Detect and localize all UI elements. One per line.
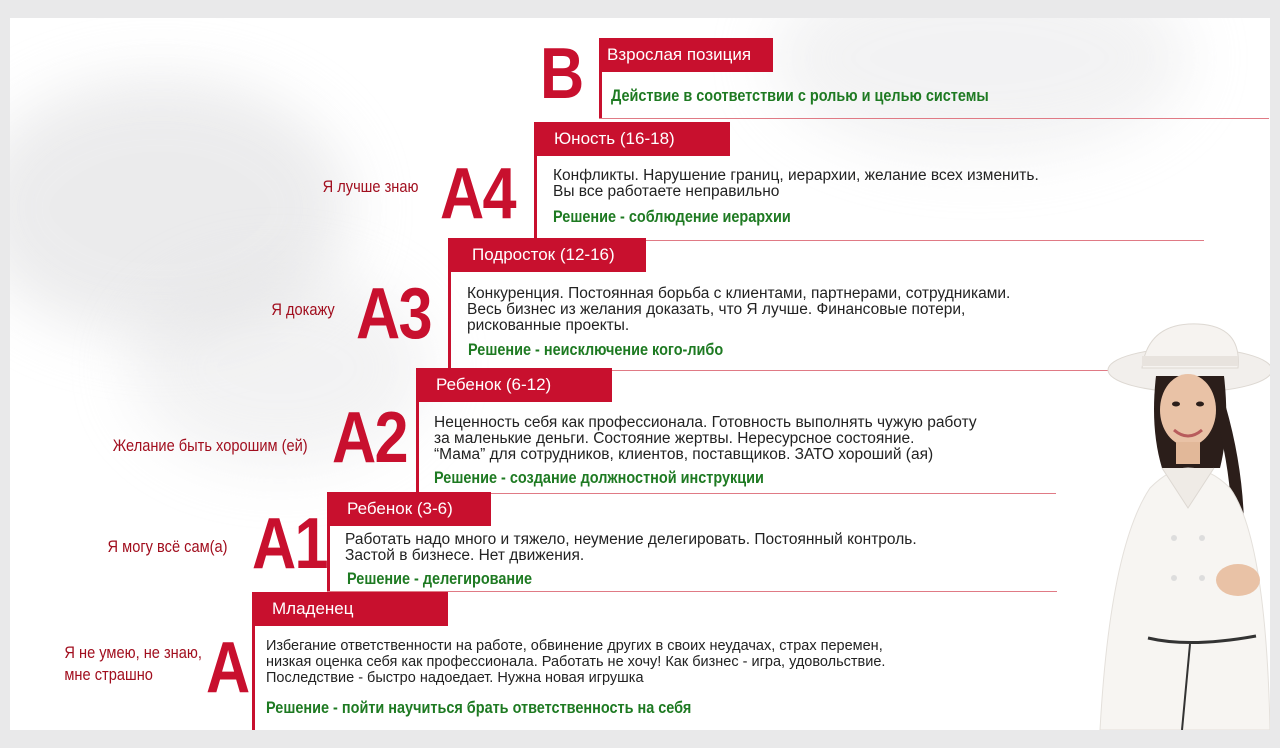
stage-letter: В — [540, 34, 583, 114]
stage-description: Неценность себя как профессионала. Готовность выполнять чужую работу за маленькие деньги. Состояние жертвы. Нересурсное состояние. “Мама” для сотрудников, клиентов, поставщиков. ЗАТО хороший (ая) — [434, 414, 977, 463]
stage-solution: Решение - пойти научиться брать ответственность на себя — [266, 698, 692, 717]
stage-divider — [599, 118, 1269, 119]
stage-divider — [416, 493, 1056, 494]
stage-label: Ребенок (6-12) — [416, 368, 612, 402]
stage-solution: Решение - создание должностной инструкции — [434, 468, 764, 487]
stage-solution: Действие в соответствии с ролью и целью системы — [611, 86, 989, 105]
stage-letter: А3 — [356, 274, 431, 354]
stage-letter: А4 — [440, 154, 515, 234]
stage-description: Конфликты. Нарушение границ, иерархии, желание всех изменить. Вы все работаете неправильно — [553, 167, 1039, 200]
woman-illustration — [1070, 318, 1270, 730]
stage-label: Взрослая позиция — [599, 38, 773, 72]
stage-label: Ребенок (3-6) — [327, 492, 491, 526]
stage-letter: А2 — [332, 398, 407, 478]
stage-side-note: Я лучше знаю — [322, 177, 418, 196]
stage-side-note: Желание быть хорошим (ей) — [113, 436, 308, 455]
stage-description: Избегание ответственности на работе, обвинение других в своих неудачах, страх перемен, низкая оценка себя как профессионала. Работать не хочу! Как бизнес - игра, удовольствие. Последствие - быстро надоедает. Нужна новая игрушка — [266, 638, 886, 686]
stage-label: Подросток (12-16) — [448, 238, 646, 272]
stage-solution: Решение - неисключение кого-либо — [468, 340, 724, 359]
stage-letter: А1 — [252, 504, 327, 584]
stage-solution: Решение - соблюдение иерархии — [553, 207, 791, 226]
stage-side-note: Я докажу — [271, 300, 335, 319]
stage-label: Юность (16-18) — [534, 122, 730, 156]
stage-description: Работать надо много и тяжело, неумение делегировать. Постоянный контроль. Застой в бизнесе. Нет движения. — [345, 531, 917, 564]
stage-letter: А — [206, 628, 249, 708]
stage-label: Младенец — [252, 592, 448, 626]
stage-solution: Решение - делегирование — [347, 569, 533, 588]
diagram-canvas — [10, 18, 1270, 730]
stage-side-note: Я не умею, не знаю, мне страшно — [64, 643, 202, 684]
stage-description: Конкуренция. Постоянная борьба с клиентами, партнерами, сотрудниками. Весь бизнес из желания доказать, что Я лучше. Финансовые потери, рискованные проекты. — [467, 285, 1011, 334]
stage-side-note: Я могу всё сам(а) — [108, 537, 228, 556]
